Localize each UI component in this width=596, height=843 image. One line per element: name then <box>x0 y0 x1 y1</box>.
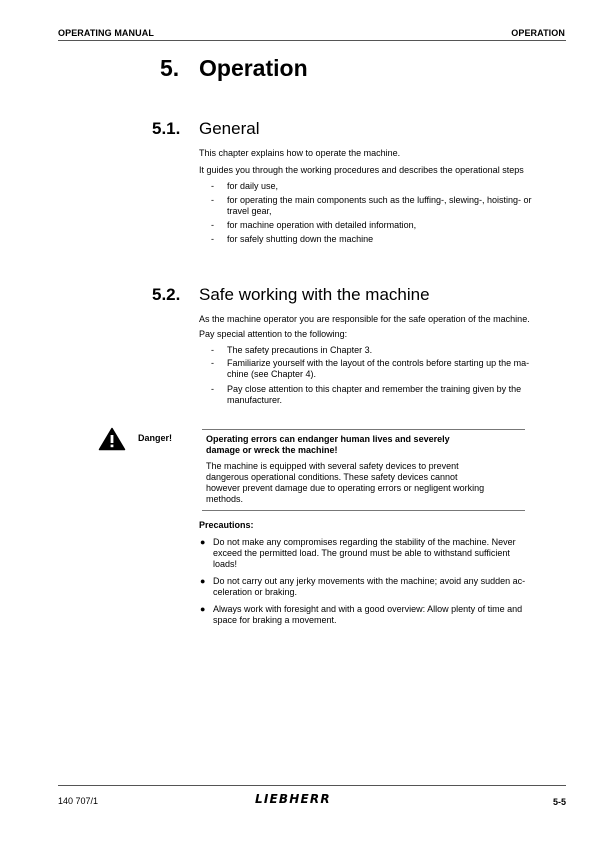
section-number: 5.1. <box>152 119 181 138</box>
bullet-item-text: Do not carry out any jerky movements with the machine; avoid any sudden ac- <box>213 576 526 586</box>
dash-marker: - <box>211 358 214 368</box>
list-item-text: manufacturer. <box>227 395 283 405</box>
list-item <box>211 234 571 245</box>
warning-body-line: The machine is equipped with several safety devices to prevent <box>206 461 459 471</box>
section-title: Safe working with the machine <box>199 285 430 304</box>
bullet-item-text: exceed the permitted load. The ground must be able to withstand sufficient <box>213 548 510 558</box>
warning-heading <box>206 434 506 456</box>
paragraph: As the machine operator you are responsible for the safe operation of the machine. <box>199 314 530 324</box>
warning-body-line: however prevent damage due to operating errors or negligent working <box>206 483 485 493</box>
list-item <box>211 220 571 231</box>
precautions-title: Precautions: <box>199 520 254 530</box>
warning-body <box>206 461 526 505</box>
doc-number: 140 707/1 <box>58 796 99 806</box>
chapter-title: Operation <box>199 55 308 81</box>
list-item-text: Familiarize yourself with the layout of the controls before starting up the ma- <box>227 358 530 368</box>
warning-body-line: dangerous operational conditions. These safety devices cannot <box>206 472 458 482</box>
list-item-text: travel gear, <box>227 206 272 216</box>
header-rule <box>58 40 566 41</box>
bullet-icon: ● <box>200 537 206 547</box>
dash-marker: - <box>211 234 214 244</box>
dash-marker: - <box>211 195 214 205</box>
paragraph: This chapter explains how to operate the machine. <box>199 148 401 158</box>
dash-marker: - <box>211 345 214 355</box>
brand-logo: LIEBHERR <box>255 792 331 806</box>
warning-rule-top <box>202 429 525 430</box>
header-right: OPERATION <box>511 28 565 38</box>
page-number: 5-5 <box>552 797 566 807</box>
bullet-item-text: loads! <box>213 559 238 569</box>
list-item-text: Pay close attention to this chapter and remember the training given by the <box>227 384 522 394</box>
bullet-item <box>199 537 569 570</box>
bullet-item <box>199 576 569 598</box>
warning-heading-line: Operating errors can endanger human lives and severely <box>206 434 450 444</box>
section-title: General <box>199 119 260 138</box>
list-item <box>211 358 571 380</box>
list-item <box>211 384 571 406</box>
warning-triangle-icon <box>98 427 126 451</box>
list-item <box>211 345 571 356</box>
list-item <box>211 195 571 217</box>
section-number: 5.2. <box>152 285 181 304</box>
list-item-text: for machine operation with detailed information, <box>227 220 417 230</box>
dash-marker: - <box>211 220 214 230</box>
list-item <box>211 181 571 192</box>
warning-heading-line: damage or wreck the machine! <box>206 445 338 455</box>
header-left: OPERATING MANUAL <box>58 28 154 38</box>
bullet-item-text: space for braking a movement. <box>213 615 337 625</box>
paragraph: Pay special attention to the following: <box>199 329 348 339</box>
paragraph: It guides you through the working procedures and describes the operational steps <box>199 165 524 175</box>
list-item-text: for daily use, <box>227 181 279 191</box>
dash-marker: - <box>211 181 214 191</box>
list-item-text: for operating the main components such as the luffing-, slewing-, hoisting- or <box>227 195 532 205</box>
list-item-text: The safety precautions in Chapter 3. <box>227 345 373 355</box>
danger-label: Danger! <box>138 433 173 443</box>
bullet-item-text: Always work with foresight and with a good overview: Allow plenty of time and <box>213 604 523 614</box>
list-item-text: for safely shutting down the machine <box>227 234 374 244</box>
footer-rule <box>58 785 566 786</box>
bullet-item <box>199 604 569 626</box>
bullet-item-text: celeration or braking. <box>213 587 298 597</box>
bullet-item-text: Do not make any compromises regarding the stability of the machine. Never <box>213 537 516 547</box>
bullet-icon: ● <box>200 576 206 586</box>
dash-marker: - <box>211 384 214 394</box>
list-item-text: chine (see Chapter 4). <box>227 369 317 379</box>
warning-body-line: methods. <box>206 494 244 504</box>
bullet-icon: ● <box>200 604 206 614</box>
chapter-number: 5. <box>160 55 180 81</box>
warning-rule-bottom <box>202 510 525 511</box>
